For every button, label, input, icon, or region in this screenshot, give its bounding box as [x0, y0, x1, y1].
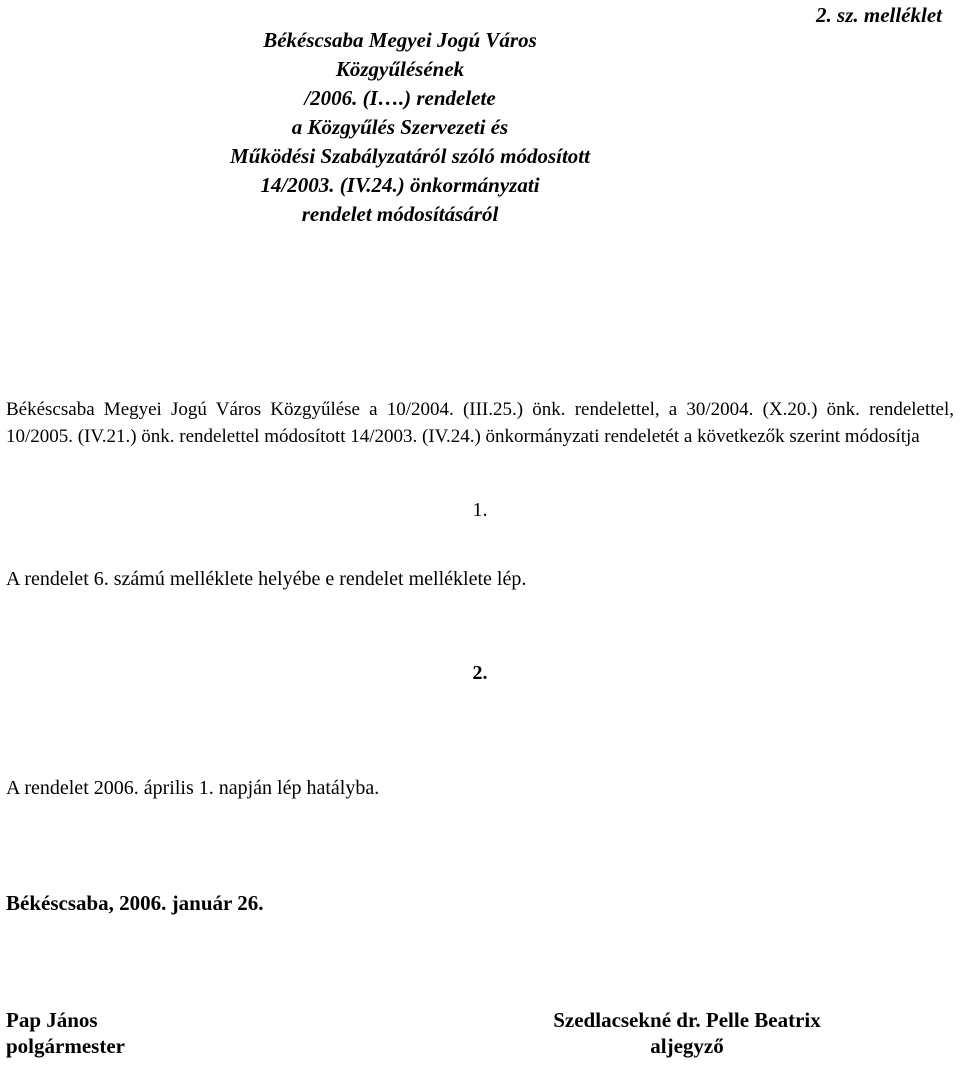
- title-line: 14/2003. (IV.24.) önkormányzati: [260, 173, 540, 197]
- signatory-title: aljegyző: [650, 1034, 724, 1058]
- signatory-title: polgármester: [6, 1034, 125, 1058]
- document-title: [230, 26, 590, 229]
- place-date: Békéscsaba, 2006. január 26.: [6, 891, 264, 915]
- signature-right: [522, 1007, 852, 1059]
- signature-left: [6, 1007, 125, 1059]
- signatory-name: Szedlacsekné dr. Pelle Beatrix: [553, 1008, 821, 1032]
- section-1-number: 1.: [472, 499, 488, 521]
- annex-label: 2. sz. melléklet: [816, 3, 942, 27]
- section-1-text: A rendelet 6. számú melléklete helyébe e rendelet melléklete lép.: [6, 568, 527, 590]
- section-2-number: 2.: [472, 662, 488, 684]
- preamble-paragraph: Békéscsaba Megyei Jogú Város Közgyűlése a 10/2004. (III.25.) önk. rendelettel, a 30/2004. (X.20.) önk. rendelettel, 10/2005. (IV.21.) önk. rendelettel módosított 14/2003. (IV.24.) önkormányzati rendeletét a következők szerint módosítja: [6, 399, 954, 447]
- title-line: a Közgyűlés Szervezeti és: [291, 115, 509, 139]
- title-line: Közgyűlésének: [335, 57, 465, 81]
- title-line: Működési Szabályzatáról szóló módosított: [230, 144, 590, 168]
- title-line: rendelet módosításáról: [301, 202, 499, 226]
- section-2-text: A rendelet 2006. április 1. napján lép hatályba.: [6, 777, 380, 799]
- signatory-name: Pap János: [6, 1008, 98, 1032]
- title-line: Békéscsaba Megyei Jogú Város: [263, 28, 537, 52]
- title-line: /2006. (I….) rendelete: [304, 86, 496, 110]
